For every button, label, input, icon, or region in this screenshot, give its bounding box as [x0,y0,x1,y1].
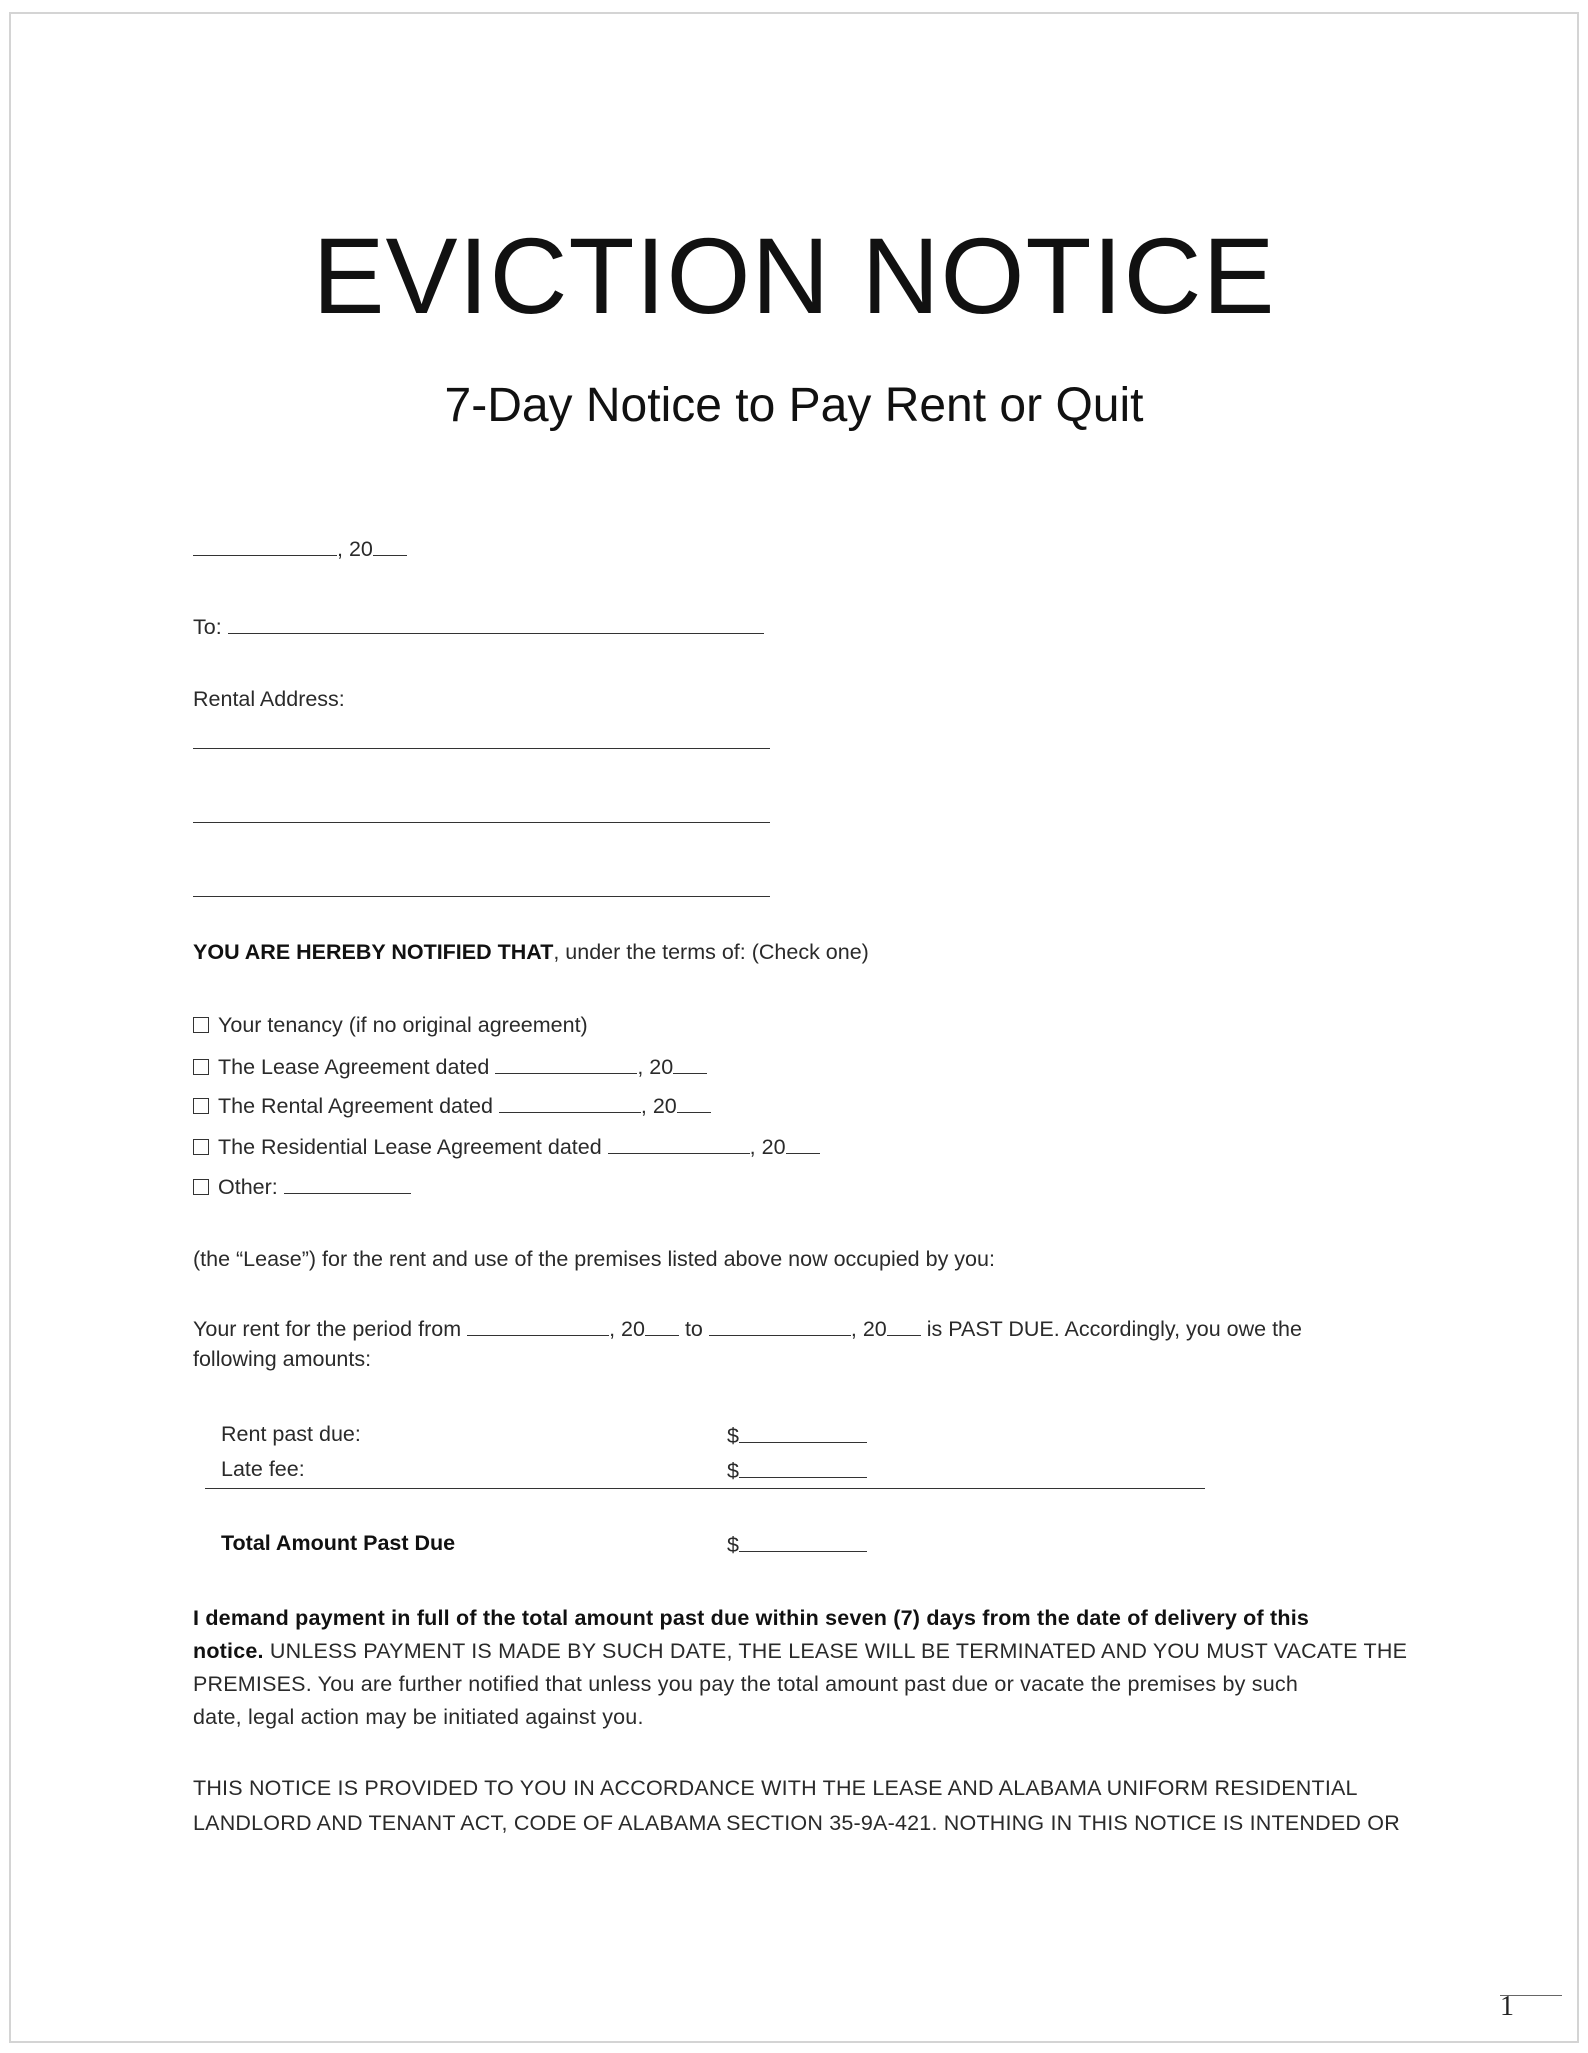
rent-period-suffix: is PAST DUE. Accordingly, you owe the [926,1317,1302,1341]
statute-line-2: LANDLORD AND TENANT ACT, CODE OF ALABAMA SECTION 35-9A-421. NOTHING IN THIS NOTICE IS INTENDED OR [193,1811,1400,1835]
late-fee-label: Late fee: [221,1457,305,1481]
period-start-year-prefix: , 20 [609,1317,645,1341]
demand-line-2 [193,1641,1407,1663]
late-fee-blank[interactable] [739,1459,867,1478]
other-blank[interactable] [284,1175,411,1194]
lease-date-blank[interactable] [495,1055,637,1074]
document-subtitle: 7-Day Notice to Pay Rent or Quit [444,379,1144,432]
option-rental [193,1094,711,1118]
option-other [193,1175,411,1199]
checkbox-rental[interactable] [193,1098,209,1114]
date-year-blank[interactable] [373,537,407,556]
option-lease [193,1055,707,1079]
option-other-label: Other: [218,1175,278,1199]
rental-year-blank[interactable] [677,1094,711,1113]
option-residential [193,1135,820,1159]
rent-past-due-blank[interactable] [739,1424,867,1443]
date-blank[interactable] [193,537,337,556]
option-residential-label: The Residential Lease Agreement dated [218,1135,602,1159]
rent-past-due-label: Rent past due: [221,1422,361,1446]
period-start-blank[interactable] [467,1317,609,1336]
late-currency: $ [727,1459,739,1483]
lease-year-prefix: , 20 [637,1055,674,1079]
option-lease-label: The Lease Agreement dated [218,1055,490,1079]
rent-period-line [193,1317,1302,1341]
total-blank[interactable] [739,1533,867,1552]
residential-year-blank[interactable] [786,1135,820,1154]
total-currency: $ [727,1533,739,1557]
demand-line-3: PREMISES. You are further notified that unless you pay the total amount past due or vacate the premises by such [193,1672,1298,1696]
residential-year-prefix: , 20 [749,1135,786,1159]
demand-bold-notice: notice. [193,1639,264,1663]
rent-period-to: to [684,1317,703,1341]
residential-date-blank[interactable] [608,1135,750,1154]
date-line [193,537,407,561]
rental-year-prefix: , 20 [640,1094,677,1118]
period-end-year-prefix: , 20 [850,1317,887,1341]
rent-past-due-amount [727,1424,867,1448]
rent-period-line-2: following amounts: [193,1347,372,1371]
option-tenancy [193,1015,588,1037]
amounts-divider [205,1488,1205,1489]
checkbox-other[interactable] [193,1179,209,1195]
rental-address-line-2[interactable] [193,822,770,823]
notice-intro-rest: , under the terms of: (Check one) [553,940,869,964]
total-amount [727,1533,867,1557]
option-tenancy-label: Your tenancy (if no original agreement) [218,1013,588,1037]
checkbox-tenancy[interactable] [193,1017,209,1033]
notice-intro-bold: YOU ARE HEREBY NOTIFIED THAT [193,940,554,964]
rental-address-label: Rental Address: [193,687,345,711]
date-year-prefix: , 20 [337,537,373,561]
statute-line-1: THIS NOTICE IS PROVIDED TO YOU IN ACCORDANCE WITH THE LEASE AND ALABAMA UNIFORM RESIDENTIAL [193,1776,1358,1800]
lease-sentence: (the “Lease”) for the rent and use of the premises listed above now occupied by you: [193,1247,995,1271]
option-rental-label: The Rental Agreement dated [218,1094,493,1118]
demand-line-2-rest: UNLESS PAYMENT IS MADE BY SUCH DATE, THE LEASE WILL BE TERMINATED AND YOU MUST VACATE THE [263,1639,1408,1663]
checkbox-residential[interactable] [193,1139,209,1155]
rental-address-line-1[interactable] [193,748,770,749]
checkbox-lease[interactable] [193,1059,209,1075]
total-label [221,1533,455,1555]
rental-address-line-3[interactable] [193,896,770,897]
demand-bold-line-1: I demand payment in full of the total amount past due within seven (7) days from the date of delivery of this [193,1606,1310,1630]
demand-line-4: date, legal action may be initiated against you. [193,1705,644,1729]
total-label-text: Total Amount Past Due [221,1531,456,1555]
notice-intro [193,942,869,964]
demand-line-1 [193,1608,1309,1630]
period-end-blank[interactable] [709,1317,851,1336]
period-end-year-blank[interactable] [887,1317,921,1336]
to-blank[interactable] [228,615,764,634]
to-label: To: [193,615,222,639]
page-number: 1 [1500,1991,1514,2022]
document-title: EVICTION NOTICE [312,215,1276,336]
to-line [193,615,764,639]
rent-period-prefix: Your rent for the period from [193,1317,462,1341]
lease-year-blank[interactable] [673,1055,707,1074]
period-start-year-blank[interactable] [645,1317,679,1336]
rent-currency: $ [727,1424,739,1448]
rental-date-blank[interactable] [499,1094,641,1113]
late-fee-amount [727,1459,867,1483]
